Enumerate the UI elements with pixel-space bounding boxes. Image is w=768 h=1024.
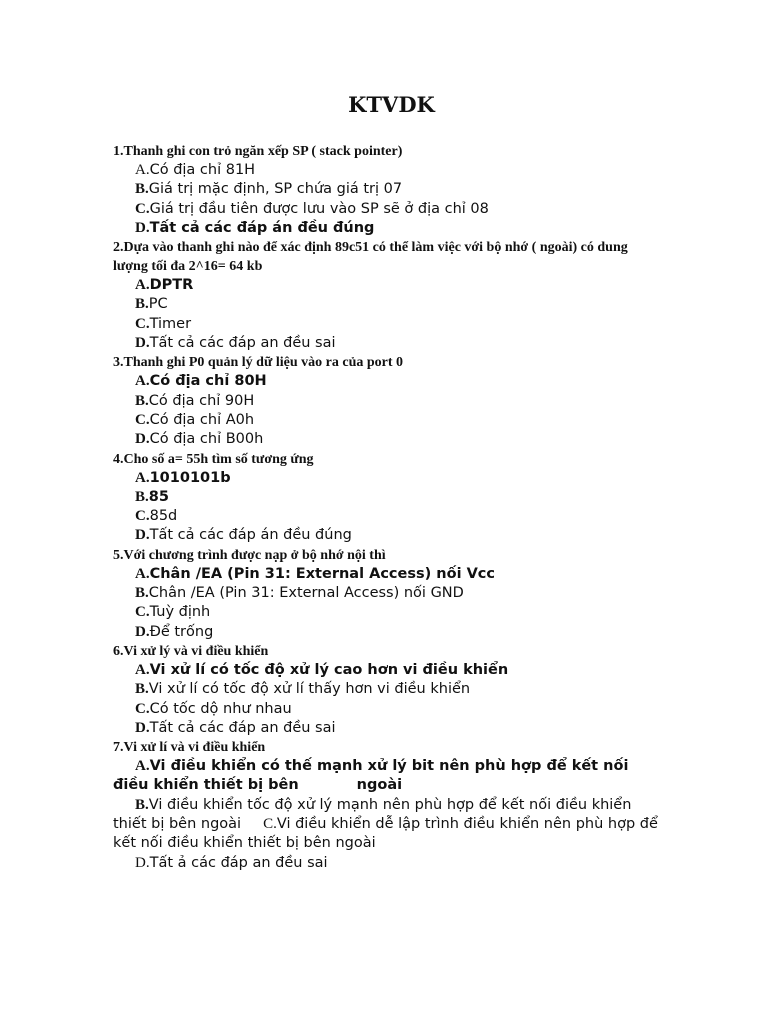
- option-letter: A.: [135, 162, 150, 178]
- question-3: 3.Thanh ghi P0 quản lý dữ liệu vào ra của port 0: [113, 355, 404, 371]
- option-letter: C.: [135, 411, 150, 428]
- question-2-option-b: [113, 295, 658, 314]
- option-letter: A.: [135, 277, 150, 294]
- question-4-option-b: [113, 488, 658, 507]
- option-letter: B.: [135, 181, 149, 198]
- option-text: 1010101b: [149, 469, 231, 486]
- option-text: Có địa chỉ B00h: [149, 431, 264, 448]
- option-letter: B.: [135, 392, 149, 409]
- question-1-option-a: [113, 161, 658, 180]
- option-letter: D.: [135, 219, 150, 236]
- option-letter: C.: [135, 200, 150, 217]
- option-text: Tất cả các đáp an đều sai: [149, 335, 336, 352]
- option-text-continued: ngoài: [356, 777, 403, 794]
- option-text: Để trống: [149, 623, 214, 640]
- option-text: Vi xử lí có tốc độ xử lí thấy hơn vi điều khiển: [148, 681, 471, 698]
- option-text: PC: [148, 296, 168, 313]
- question-2: 2.Dựa vào thanh ghi nào để xác định 89c51 có thể làm việc với bộ nhớ ( ngoài) có dung lượng tối đa 2^16= 64 kb: [113, 240, 628, 275]
- question-4: 4.Cho số a= 55h tìm số tương ứng: [113, 451, 314, 467]
- question-6-option-c: [113, 700, 658, 719]
- option-letter: B.: [135, 585, 149, 602]
- question-7-option-b-c: [113, 796, 658, 854]
- question-5-option-c: [113, 603, 658, 622]
- question-7-option-d: [113, 854, 658, 873]
- option-text: Tuỳ định: [149, 604, 211, 621]
- option-letter: C.: [135, 508, 150, 525]
- option-letter: D.: [135, 431, 150, 448]
- option-letter: C.: [263, 816, 277, 833]
- question-4-option-c: [113, 507, 658, 526]
- question-3-option-d: [113, 430, 658, 449]
- question-6: 6.Vi xử lý và vi điều khiển: [113, 643, 269, 659]
- option-text: Tất cả các đáp an đều sai: [149, 719, 336, 736]
- option-letter: D.: [135, 335, 150, 352]
- question-3-option-c: [113, 411, 658, 430]
- document-title: KTVDK: [348, 92, 435, 117]
- question-2-option-d: [113, 334, 658, 353]
- option-letter: D.: [135, 623, 150, 640]
- question-2-option-a: [113, 276, 658, 295]
- option-text: Có địa chỉ 81H: [149, 162, 256, 178]
- option-text: Timer: [149, 315, 192, 332]
- option-text: Giá trị mặc định, SP chứa giá trị 07: [148, 181, 403, 198]
- option-text: 85d: [149, 508, 178, 525]
- question-6-option-b: [113, 680, 658, 699]
- option-letter: C.: [135, 700, 150, 717]
- question-4-option-a: [113, 469, 658, 488]
- question-3-option-b: [113, 392, 658, 411]
- option-text: Chân /EA (Pin 31: External Access) nối GND: [148, 585, 464, 602]
- option-text: Chân /EA (Pin 31: External Access) nối Vcc: [149, 565, 496, 582]
- question-7: 7.Vi xử lí và vi điều khiển: [113, 740, 266, 756]
- option-text: Vi xử lí có tốc độ xử lý cao hơn vi điều khiển: [149, 661, 509, 678]
- option-letter: C.: [135, 604, 150, 621]
- option-letter: D.: [135, 854, 150, 871]
- option-text: Tất cả các đáp án đều đúng: [149, 527, 352, 544]
- question-1-option-d: [113, 219, 658, 238]
- question-1: 1.Thanh ghi con trỏ ngăn xếp SP ( stack pointer): [113, 144, 403, 159]
- question-5-option-d: [113, 623, 658, 642]
- question-4-option-d: [113, 526, 658, 545]
- question-6-option-a: [113, 661, 658, 680]
- option-letter: A.: [135, 758, 150, 775]
- option-text: Có địa chỉ 90H: [148, 392, 255, 409]
- option-text: Vi điều khiển có thế mạnh xử lý bit nên phù hợp để kết nối điều khiển thiết bị bên: [113, 758, 629, 794]
- question-1-option-b: [113, 180, 658, 199]
- option-letter: C.: [135, 315, 150, 332]
- document-page: [113, 88, 658, 873]
- option-text: 85: [148, 488, 169, 505]
- option-text: Tất cả các đáp án đều đúng: [149, 219, 375, 236]
- option-letter: A.: [135, 565, 150, 582]
- option-letter: A.: [135, 373, 150, 390]
- option-letter: B.: [135, 488, 149, 505]
- option-text: DPTR: [149, 277, 194, 294]
- option-text: Tất ả các đáp an đều sai: [149, 854, 328, 871]
- option-letter: A.: [135, 469, 150, 486]
- option-text: Có địa chỉ A0h: [149, 411, 255, 428]
- option-letter: D.: [135, 527, 150, 544]
- question-2-option-c: [113, 315, 658, 334]
- question-5: 5.Với chương trình được nạp ở bộ nhớ nội thì: [113, 547, 386, 563]
- question-5-option-a: [113, 565, 658, 584]
- option-text: Có địa chỉ 80H: [149, 373, 267, 390]
- question-7-option-a: [113, 757, 658, 796]
- option-text: Có tốc dộ như nhau: [149, 700, 292, 717]
- option-letter: B.: [135, 796, 149, 813]
- question-1-option-c: [113, 200, 658, 219]
- option-letter: B.: [135, 296, 149, 313]
- option-letter: B.: [135, 681, 149, 698]
- option-letter: D.: [135, 719, 150, 736]
- option-text: Vi điều khiển dễ lập trình điều khiển nên phù hợp để kết nối điều khiển thiết bị bên ngoài: [113, 816, 658, 852]
- question-6-option-d: [113, 719, 658, 738]
- option-text: Giá trị đầu tiên được lưu vào SP sẽ ở địa chỉ 08: [149, 200, 489, 217]
- option-letter: A.: [135, 661, 150, 678]
- question-5-option-b: [113, 584, 658, 603]
- option-text: Vi điều khiển tốc độ xử lý mạnh nên phù hợp để kết nối điều khiển thiết bị bên ngoài: [113, 796, 632, 833]
- question-3-option-a: [113, 372, 658, 391]
